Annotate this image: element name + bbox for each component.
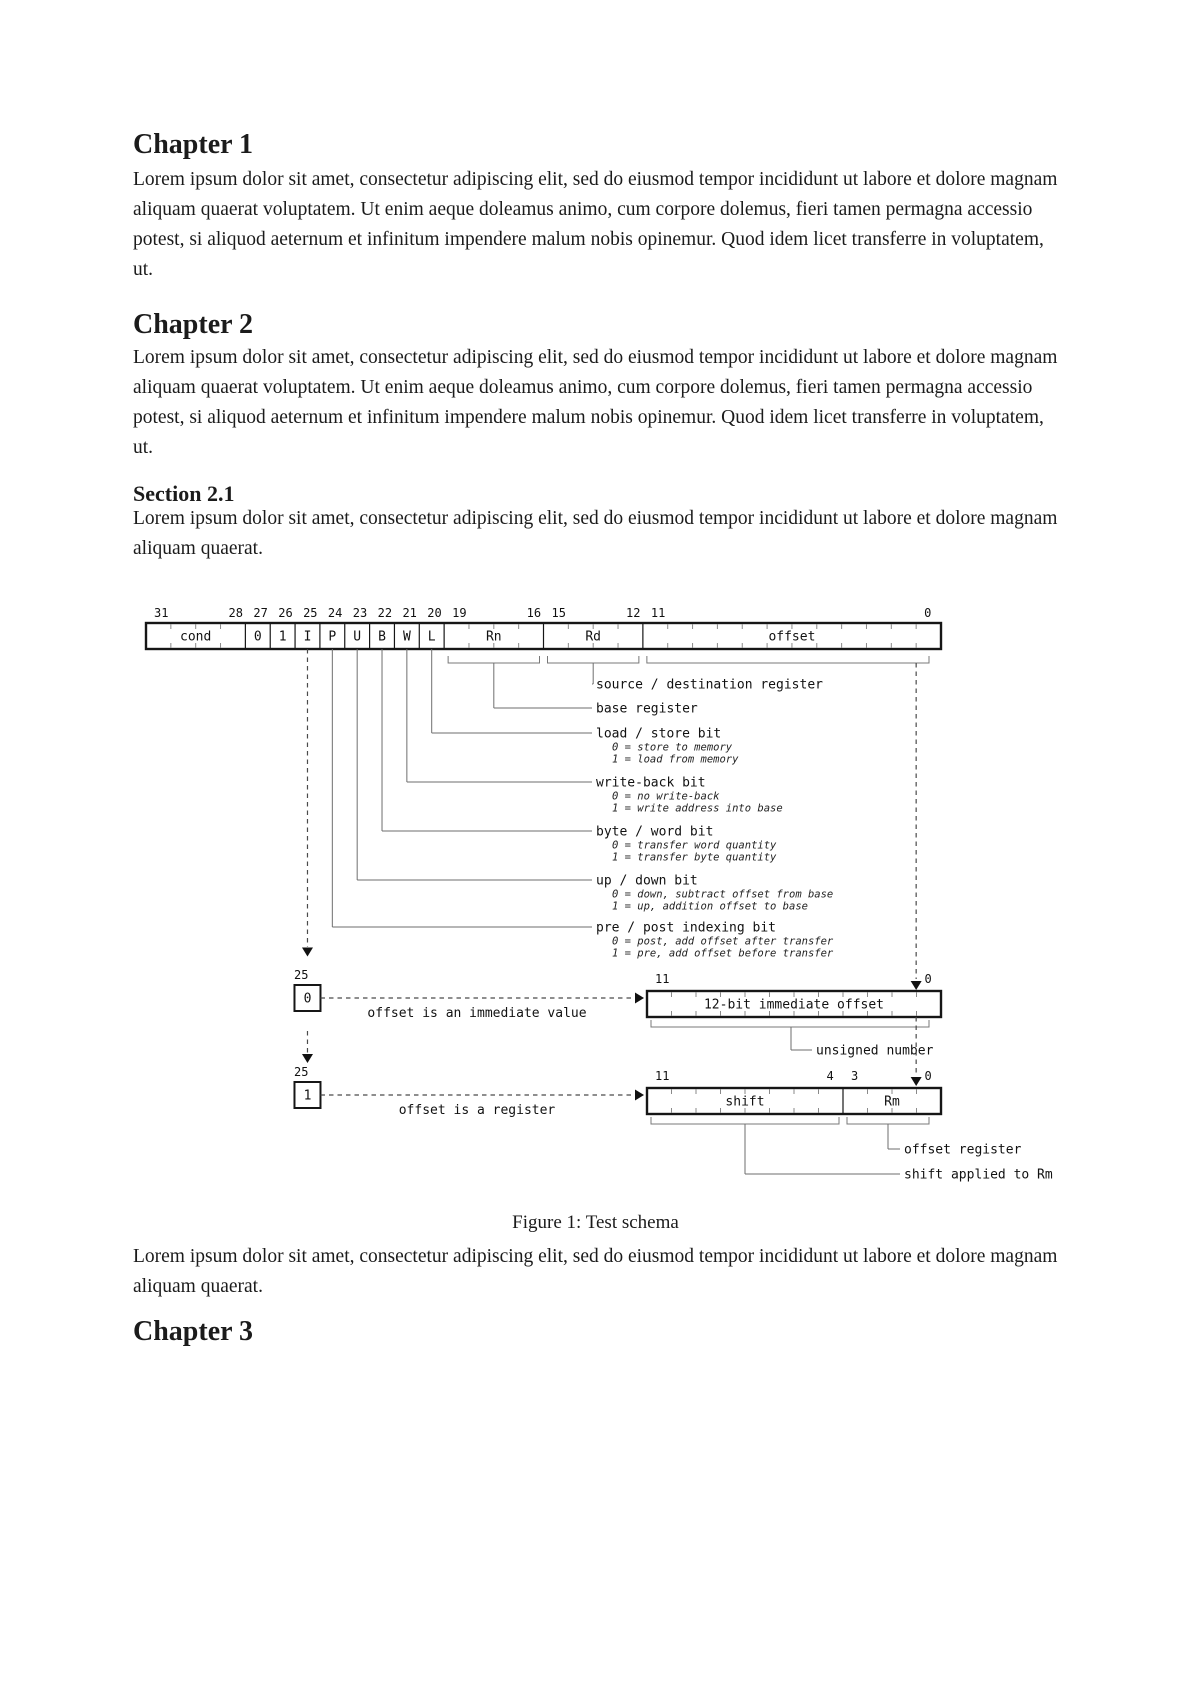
main-register-bit-number-27: 27	[253, 606, 268, 620]
section-2-1-heading: Section 2.1	[133, 481, 235, 506]
main-register-bit-number-15: 15	[551, 606, 566, 620]
figure-1-instruction-format-diagram	[0, 560, 1191, 1220]
immediate-branch-register-bit-number-11: 11	[655, 972, 670, 986]
main-register-field-label-L: L	[427, 629, 436, 645]
annotation-note: 1 = load from memory	[612, 753, 739, 766]
offset-register-label: offset register	[904, 1142, 1022, 1158]
immediate-branch-register-field-label-12-bit immediate offset: 12-bit immediate offset	[703, 997, 885, 1013]
annotation-note: 0 = transfer word quantity	[612, 839, 777, 852]
section-2-1-paragraph: Lorem ipsum dolor sit amet, consectetur adipiscing elit, sed do eiusmod tempor incididunt ut labore et dolore magnam aliquam quaerat.	[133, 508, 1058, 559]
main-register-bit-number-19: 19	[452, 606, 467, 620]
chapter-2-paragraph: Lorem ipsum dolor sit amet, consectetur adipiscing elit, sed do eiusmod tempor incididunt ut labore et dolore magnam aliquam quaerat voluptatem. Ut enim aeque doleamus animo, cum corpore dolemus, fieri tamen permagna accessio potest, si aliquod aeternum et infinitum impendere malum nobis opinemur. Quod idem licet transferre in voluptatem, ut.	[133, 347, 1058, 458]
i-bit-arrowhead	[302, 948, 313, 957]
immediate-branch-selector-bit-number: 25	[293, 968, 309, 982]
register-branch-selector-bit-number: 25	[293, 1065, 309, 1079]
immediate-branch-arrow-label: offset is an immediate value	[367, 1006, 587, 1021]
rd-bracket	[548, 656, 639, 663]
main-register-bit-number-20: 20	[427, 606, 442, 620]
register-branch-register-field-label-Rm: Rm	[884, 1094, 900, 1110]
offset-arrowhead-2	[911, 1077, 922, 1086]
main-register-bit-number-11: 11	[650, 606, 666, 620]
register-branch-register-bit-number-11: 11	[655, 1069, 670, 1083]
chapter-3-heading: Chapter 3	[133, 1316, 254, 1347]
main-register-field-label-P: P	[328, 629, 337, 645]
register-branch-arrow-label: offset is a register	[398, 1103, 556, 1118]
main-register-field-label-0: 0	[253, 629, 262, 645]
register-branch-register-field-label-shift: shift	[725, 1094, 765, 1110]
immediate-branch-register-bit-number-0: 0	[924, 972, 932, 986]
main-register-field-label-U: U	[353, 629, 362, 645]
rm-bracket	[847, 1117, 929, 1124]
register-branch-register-bit-number-0: 0	[924, 1069, 932, 1083]
main-register-field-label-1: 1	[278, 629, 287, 645]
main-register-bit-number-24: 24	[327, 606, 343, 620]
main-register-field-label-I: I	[303, 629, 312, 645]
immediate-bracket	[651, 1020, 929, 1027]
shift-applied-label: shift applied to Rm	[904, 1167, 1053, 1183]
chapter-1-heading: Chapter 1	[133, 129, 254, 160]
register-branch-arrowhead	[635, 1090, 644, 1101]
immediate-branch-arrowhead	[635, 993, 644, 1004]
i-bit-arrowhead-2	[302, 1054, 313, 1063]
main-register-bit-number-0: 0	[924, 606, 932, 620]
annotation-note: 1 = pre, add offset before transfer	[612, 947, 834, 960]
shift-bracket	[651, 1117, 839, 1124]
register-branch-register-bit-number-3: 3	[851, 1069, 859, 1083]
chapter-2-heading: Chapter 2	[133, 309, 254, 340]
main-register-field-label-cond: cond	[180, 629, 212, 645]
instruction-encoding-svg	[0, 560, 1191, 1220]
annotation-note: 1 = up, addition offset to base	[612, 900, 808, 913]
main-register-bit-number-21: 21	[402, 606, 417, 620]
unsigned-number-label: unsigned number	[816, 1043, 934, 1059]
chapter-1-paragraph: Lorem ipsum dolor sit amet, consectetur adipiscing elit, sed do eiusmod tempor incididunt ut labore et dolore magnam aliquam quaerat voluptatem. Ut enim aeque doleamus animo, cum corpore dolemus, fieri tamen permagna accessio potest, si aliquod aeternum et infinitum impendere malum nobis opinemur. Quod idem licet transferre in voluptatem, ut.	[133, 169, 1058, 280]
main-register-bit-number-23: 23	[352, 606, 368, 620]
annotation-label: base register	[596, 701, 698, 717]
main-register-field-label-Rn: Rn	[485, 629, 502, 645]
main-register-field-label-Rd: Rd	[585, 629, 602, 645]
main-register-field-label-B: B	[378, 629, 386, 645]
figure-caption: Figure 1: Test schema	[512, 1212, 679, 1233]
main-register-bit-number-22: 22	[377, 606, 393, 620]
post-figure-paragraph: Lorem ipsum dolor sit amet, consectetur adipiscing elit, sed do eiusmod tempor incididunt ut labore et dolore magnam aliquam quaerat.	[133, 1246, 1058, 1297]
main-register-bit-number-28: 28	[228, 606, 243, 620]
register-branch-register-bit-number-4: 4	[826, 1069, 834, 1083]
annotation-label: source / destination register	[596, 677, 823, 693]
annotation-label: load / store bit	[596, 726, 722, 742]
annotation-label: write-back bit	[596, 775, 706, 791]
register-branch-selector-value: 1	[303, 1088, 312, 1104]
main-register-bit-number-12: 12	[626, 606, 641, 620]
annotation-note: 1 = write address into base	[612, 802, 783, 815]
annotation-note: 1 = transfer byte quantity	[612, 851, 777, 864]
offset-bracket	[647, 656, 929, 663]
annotation-label: pre / post indexing bit	[596, 920, 777, 936]
main-register-bit-number-16: 16	[526, 606, 542, 620]
annotation-note: 0 = no write-back	[612, 790, 720, 803]
offset-arrowhead-1	[911, 981, 922, 990]
main-register-bit-number-26: 26	[278, 606, 293, 620]
rn-bracket	[448, 656, 539, 663]
main-register-bit-number-31: 31	[154, 606, 169, 620]
annotation-label: up / down bit	[596, 873, 698, 889]
main-register-bit-number-25: 25	[303, 606, 318, 620]
annotation-note: 0 = post, add offset after transfer	[612, 935, 834, 948]
main-register-field-label-W: W	[402, 629, 411, 645]
annotation-note: 0 = store to memory	[612, 741, 733, 754]
annotation-note: 0 = down, subtract offset from base	[612, 888, 834, 901]
annotation-label: byte / word bit	[596, 824, 714, 840]
main-register-field-label-offset: offset	[768, 629, 816, 645]
immediate-branch-selector-value: 0	[303, 991, 312, 1007]
